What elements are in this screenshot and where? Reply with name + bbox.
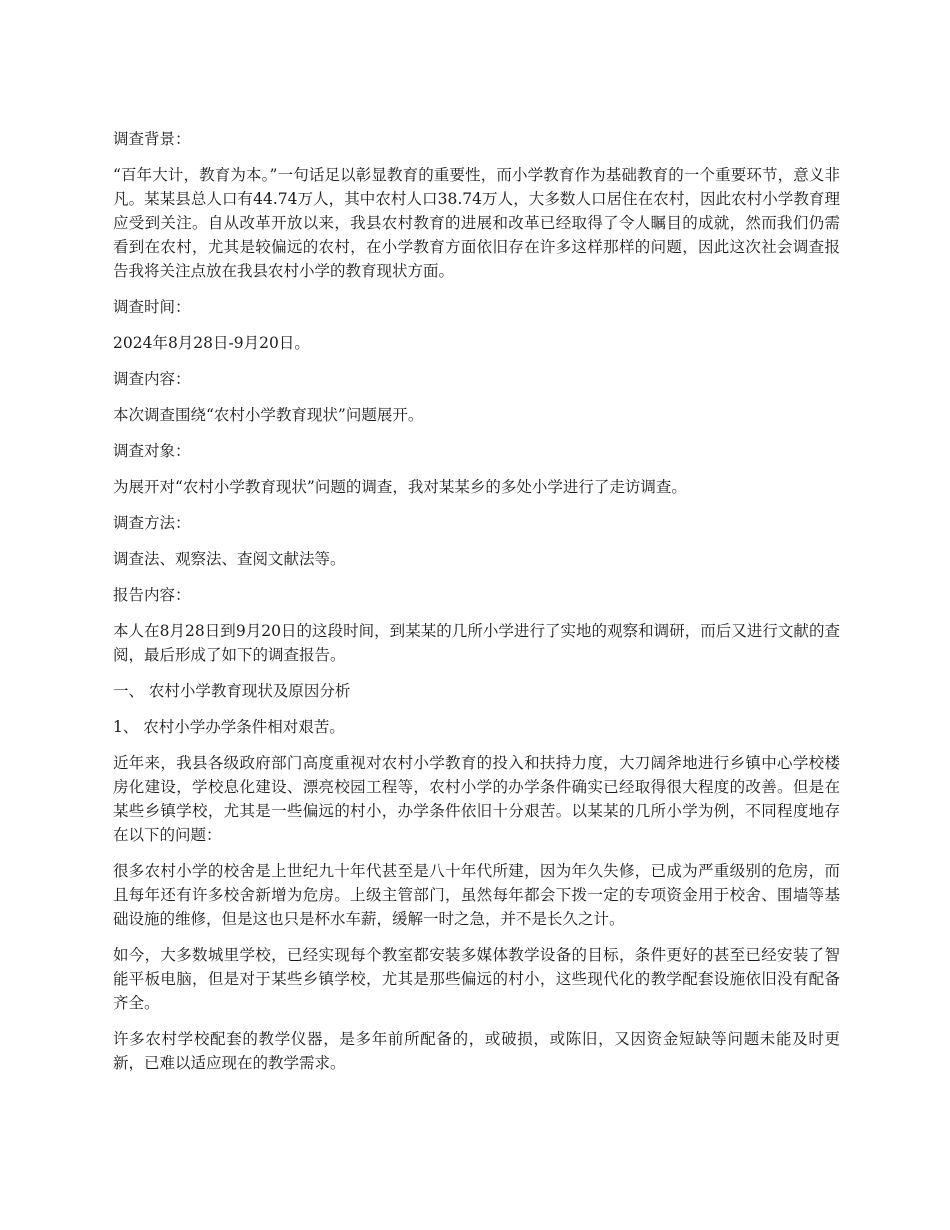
paragraph-survey-subject: 为展开对“农村小学教育现状”问题的调查，我对某某乡的多处小学进行了走访调查。	[113, 478, 687, 496]
heading-survey-background: 调查背景：	[113, 130, 191, 148]
paragraph-survey-content: 本次调查围绕“农村小学教育现状”问题展开。	[113, 406, 424, 424]
paragraph-conditions: 近年来，我县各级政府部门高度重视对农村小学教育的投入和扶持力度，大刀阔斧地进行乡镇中心学校楼房化建设，学校息化建设、漂亮校园工程等，农村小学的办学条件确实已经取得很大程度的改善。但是在某些乡镇学校，尤其是一些偏远的村小，办学条件依旧十分艰苦。以某某的几所小学为例，不同程度地存在以下的问题：	[113, 754, 840, 844]
paragraph-survey-time: 2024年8月28日-9月20日。	[113, 334, 310, 352]
section-heading-1: 一、 农村小学教育现状及原因分析	[113, 682, 351, 700]
heading-survey-subject: 调查对象：	[113, 442, 191, 460]
paragraph-report-intro: 本人在8月28日到9月20日的这段时间，到某某的几所小学进行了实地的观察和调研，而后又进行文献的查阅，最后形成了如下的调查报告。	[113, 622, 840, 664]
paragraph-survey-method: 调查法、观察法、查阅文献法等。	[113, 550, 346, 568]
paragraph-instruments: 许多农村学校配套的教学仪器，是多年前所配备的，或破损，或陈旧，又因资金短缺等问题未能及时更新，已难以适应现在的教学需求。	[113, 1030, 840, 1072]
heading-survey-content: 调查内容：	[113, 370, 191, 388]
subsection-heading-1: 1、 农村小学办学条件相对艰苦。	[113, 718, 345, 736]
paragraph-background: “百年大计，教育为本。”一句话足以彰显教育的重要性，而小学教育作为基础教育的一个重要环节，意义非凡。某某县总人口有44.74万人，其中农村人口38.74万人，大多数人口居住在农村，因此农村小学教育理应受到关注。自从改革开放以来，我县农村教育的进展和改革已经取得了令人瞩目的成就，然而我们仍需看到在农村，尤其是较偏远的农村，在小学教育方面依旧存在许多这样那样的问题，因此这次社会调查报告我将关注点放在我县农村小学的教育现状方面。	[113, 166, 840, 280]
heading-survey-method: 调查方法：	[113, 514, 191, 532]
heading-survey-time: 调查时间：	[113, 298, 191, 316]
heading-report-content: 报告内容：	[113, 586, 191, 604]
paragraph-multimedia: 如今，大多数城里学校，已经实现每个教室都安装多媒体教学设备的目标，条件更好的甚至已经安装了智能平板电脑，但是对于某些乡镇学校，尤其是那些偏远的村小，这些现代化的教学配套设施依旧没有配备齐全。	[113, 946, 840, 1012]
paragraph-school-buildings: 很多农村小学的校舍是上世纪九十年代甚至是八十年代所建，因为年久失修，已成为严重级别的危房，而且每年还有许多校舍新增为危房。上级主管部门，虽然每年都会下拨一定的专项资金用于校舍、围墙等基础设施的维修，但是这也只是杯水车薪，缓解一时之急，并不是长久之计。	[113, 862, 840, 928]
document-body	[113, 127, 840, 1087]
